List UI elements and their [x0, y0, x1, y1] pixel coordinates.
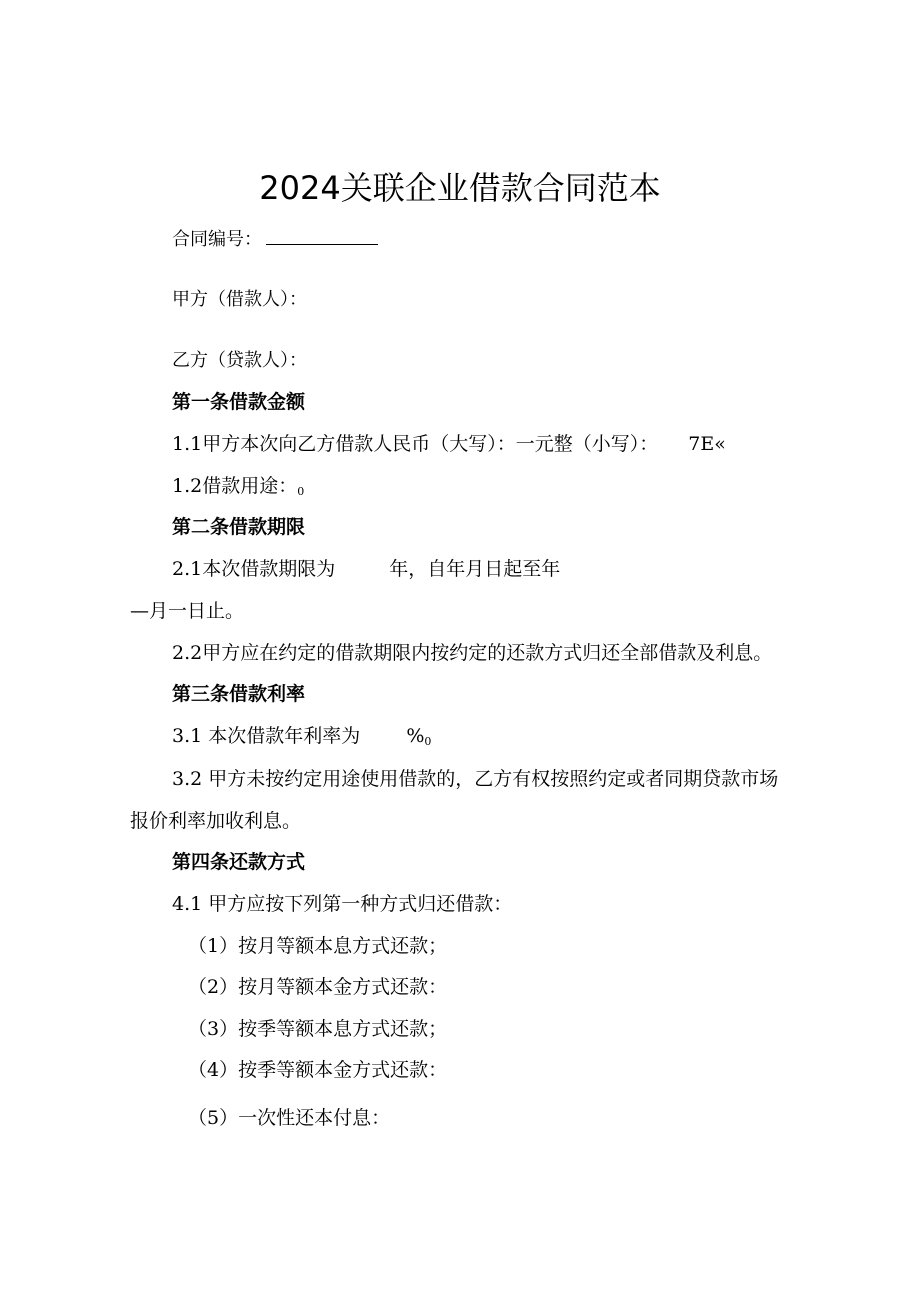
article-3-heading: 第三条借款利率 — [172, 683, 306, 705]
clause-4-1: 4.1 甲方应按下列第一种方式归还借款： — [172, 893, 513, 915]
clause-1-1-text: 1.1甲方本次向乙方借款人民币（大写）：一元整（小写）： — [172, 433, 659, 455]
clause-2-1-continuation: —月一日止。 — [130, 600, 245, 622]
party-b-label: 乙方（贷款人）： — [172, 350, 307, 371]
contract-number-row — [172, 228, 378, 252]
article-4-heading: 第四条还款方式 — [172, 851, 306, 873]
clause-1-1 — [172, 432, 726, 456]
clause-3-1-period: 0 — [424, 735, 432, 748]
clause-1-2-text: 1.2借款用途： — [172, 475, 298, 497]
repayment-option-4: （4）按季等额本金方式还款： — [188, 1059, 448, 1081]
article-1-heading: 第一条借款金额 — [172, 391, 306, 413]
clause-3-1 — [172, 724, 431, 754]
repayment-option-5: （5）一次性还本付息： — [188, 1107, 391, 1129]
contract-number-blank — [266, 228, 378, 245]
clause-3-2-continuation: 报价利率加收利息。 — [130, 810, 302, 832]
clause-2-2: 2.2甲方应在约定的借款期限内按约定的还款方式归还全部借款及利息。 — [172, 642, 773, 664]
document-title: 2024关联企业借款合同范本 — [259, 169, 661, 207]
clause-1-2 — [172, 474, 304, 504]
clause-1-1-amount: 7E« — [688, 433, 726, 455]
clause-2-1-text-b: 年，自年月日起至年 — [389, 558, 561, 580]
clause-1-2-period: 0 — [297, 485, 305, 498]
clause-3-1-percent: % — [406, 725, 425, 747]
contract-number-label: 合同编号： — [172, 229, 262, 250]
article-2-heading: 第二条借款期限 — [172, 516, 306, 538]
party-a-label: 甲方（借款人）： — [172, 289, 307, 310]
clause-2-1 — [172, 557, 560, 581]
repayment-option-3: （3）按季等额本息方式还款； — [188, 1018, 448, 1040]
clause-3-2: 3.2 甲方未按约定用途使用借款的，乙方有权按照约定或者同期贷款市场 — [172, 768, 779, 790]
repayment-option-2: （2）按月等额本金方式还款： — [188, 976, 448, 998]
repayment-option-1: （1）按月等额本息方式还款； — [188, 935, 448, 957]
clause-3-1-text: 3.1 本次借款年利率为 — [172, 725, 361, 747]
clause-2-1-text-a: 2.1本次借款期限为 — [172, 558, 336, 580]
